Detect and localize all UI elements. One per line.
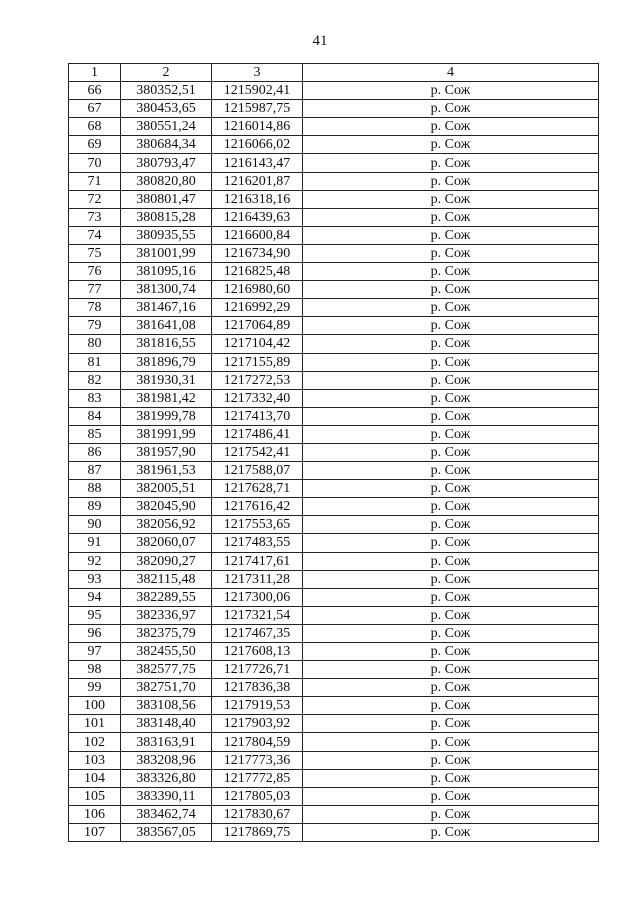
y-coordinate-cell: 1216980,60 bbox=[212, 281, 303, 299]
x-coordinate-cell: 382577,75 bbox=[121, 661, 212, 679]
point-number-cell: 107 bbox=[69, 823, 121, 841]
x-coordinate-cell: 381957,90 bbox=[121, 443, 212, 461]
point-number-cell: 67 bbox=[69, 100, 121, 118]
y-coordinate-cell: 1217805,03 bbox=[212, 787, 303, 805]
description-cell: р. Сож bbox=[303, 534, 599, 552]
y-coordinate-cell: 1217155,89 bbox=[212, 353, 303, 371]
point-number-cell: 70 bbox=[69, 154, 121, 172]
table-row bbox=[69, 624, 599, 642]
x-coordinate-cell: 382056,92 bbox=[121, 516, 212, 534]
description-cell: р. Сож bbox=[303, 172, 599, 190]
y-coordinate-cell: 1217417,61 bbox=[212, 552, 303, 570]
description-cell: р. Сож bbox=[303, 769, 599, 787]
x-coordinate-cell: 381467,16 bbox=[121, 299, 212, 317]
point-number-cell: 94 bbox=[69, 588, 121, 606]
x-coordinate-cell: 381961,53 bbox=[121, 462, 212, 480]
x-coordinate-cell: 380793,47 bbox=[121, 154, 212, 172]
table-row bbox=[69, 317, 599, 335]
description-cell: р. Сож bbox=[303, 136, 599, 154]
table-row bbox=[69, 552, 599, 570]
x-coordinate-cell: 383462,74 bbox=[121, 805, 212, 823]
y-coordinate-cell: 1217332,40 bbox=[212, 389, 303, 407]
point-number-cell: 102 bbox=[69, 733, 121, 751]
description-cell: р. Сож bbox=[303, 190, 599, 208]
y-coordinate-cell: 1217064,89 bbox=[212, 317, 303, 335]
point-number-cell: 77 bbox=[69, 281, 121, 299]
point-number-cell: 98 bbox=[69, 661, 121, 679]
table-row bbox=[69, 136, 599, 154]
y-coordinate-cell: 1215902,41 bbox=[212, 82, 303, 100]
x-coordinate-cell: 383567,05 bbox=[121, 823, 212, 841]
y-coordinate-cell: 1216143,47 bbox=[212, 154, 303, 172]
y-coordinate-cell: 1217483,55 bbox=[212, 534, 303, 552]
table-row bbox=[69, 263, 599, 281]
y-coordinate-cell: 1216992,29 bbox=[212, 299, 303, 317]
x-coordinate-cell: 382336,97 bbox=[121, 606, 212, 624]
point-number-cell: 66 bbox=[69, 82, 121, 100]
y-coordinate-cell: 1217804,59 bbox=[212, 733, 303, 751]
table-row bbox=[69, 172, 599, 190]
table-row bbox=[69, 425, 599, 443]
description-cell: р. Сож bbox=[303, 787, 599, 805]
description-cell: р. Сож bbox=[303, 154, 599, 172]
x-coordinate-cell: 380684,34 bbox=[121, 136, 212, 154]
y-coordinate-cell: 1217553,65 bbox=[212, 516, 303, 534]
point-number-cell: 105 bbox=[69, 787, 121, 805]
x-coordinate-cell: 381991,99 bbox=[121, 425, 212, 443]
description-cell: р. Сож bbox=[303, 353, 599, 371]
y-coordinate-cell: 1217836,38 bbox=[212, 679, 303, 697]
table-row bbox=[69, 118, 599, 136]
y-coordinate-cell: 1217311,28 bbox=[212, 570, 303, 588]
y-coordinate-cell: 1216318,16 bbox=[212, 190, 303, 208]
y-coordinate-cell: 1217628,71 bbox=[212, 480, 303, 498]
description-cell: р. Сож bbox=[303, 516, 599, 534]
x-coordinate-cell: 381999,78 bbox=[121, 407, 212, 425]
point-number-cell: 97 bbox=[69, 643, 121, 661]
y-coordinate-cell: 1216014,86 bbox=[212, 118, 303, 136]
table-row bbox=[69, 82, 599, 100]
description-cell: р. Сож bbox=[303, 407, 599, 425]
column-header-1: 1 bbox=[69, 64, 121, 82]
point-number-cell: 81 bbox=[69, 353, 121, 371]
description-cell: р. Сож bbox=[303, 697, 599, 715]
table-row bbox=[69, 154, 599, 172]
table-body bbox=[69, 82, 599, 842]
description-cell: р. Сож bbox=[303, 226, 599, 244]
description-cell: р. Сож bbox=[303, 624, 599, 642]
x-coordinate-cell: 381816,55 bbox=[121, 335, 212, 353]
page-number: 41 bbox=[312, 33, 328, 49]
table-row bbox=[69, 715, 599, 733]
description-cell: р. Сож bbox=[303, 661, 599, 679]
x-coordinate-cell: 382115,48 bbox=[121, 570, 212, 588]
description-cell: р. Сож bbox=[303, 443, 599, 461]
x-coordinate-cell: 381896,79 bbox=[121, 353, 212, 371]
table-row bbox=[69, 769, 599, 787]
point-number-cell: 95 bbox=[69, 606, 121, 624]
table-row bbox=[69, 516, 599, 534]
y-coordinate-cell: 1217104,42 bbox=[212, 335, 303, 353]
x-coordinate-cell: 381930,31 bbox=[121, 371, 212, 389]
table-row bbox=[69, 299, 599, 317]
point-number-cell: 96 bbox=[69, 624, 121, 642]
description-cell: р. Сож bbox=[303, 715, 599, 733]
description-cell: р. Сож bbox=[303, 82, 599, 100]
point-number-cell: 74 bbox=[69, 226, 121, 244]
table-row bbox=[69, 498, 599, 516]
y-coordinate-cell: 1217588,07 bbox=[212, 462, 303, 480]
table-row bbox=[69, 335, 599, 353]
x-coordinate-cell: 382455,50 bbox=[121, 643, 212, 661]
description-cell: р. Сож bbox=[303, 371, 599, 389]
y-coordinate-cell: 1217608,13 bbox=[212, 643, 303, 661]
x-coordinate-cell: 380801,47 bbox=[121, 190, 212, 208]
table-header-row bbox=[69, 64, 599, 82]
description-cell: р. Сож bbox=[303, 425, 599, 443]
y-coordinate-cell: 1216825,48 bbox=[212, 263, 303, 281]
x-coordinate-cell: 383390,11 bbox=[121, 787, 212, 805]
x-coordinate-cell: 383108,56 bbox=[121, 697, 212, 715]
column-header-4: 4 bbox=[303, 64, 599, 82]
point-number-cell: 99 bbox=[69, 679, 121, 697]
table-row bbox=[69, 588, 599, 606]
table-row bbox=[69, 823, 599, 841]
description-cell: р. Сож bbox=[303, 643, 599, 661]
description-cell: р. Сож bbox=[303, 281, 599, 299]
x-coordinate-cell: 383148,40 bbox=[121, 715, 212, 733]
y-coordinate-cell: 1217616,42 bbox=[212, 498, 303, 516]
description-cell: р. Сож bbox=[303, 606, 599, 624]
x-coordinate-cell: 383163,91 bbox=[121, 733, 212, 751]
description-cell: р. Сож bbox=[303, 118, 599, 136]
point-number-cell: 89 bbox=[69, 498, 121, 516]
point-number-cell: 72 bbox=[69, 190, 121, 208]
table-row bbox=[69, 389, 599, 407]
description-cell: р. Сож bbox=[303, 263, 599, 281]
x-coordinate-cell: 382289,55 bbox=[121, 588, 212, 606]
point-number-cell: 73 bbox=[69, 208, 121, 226]
column-header-2: 2 bbox=[121, 64, 212, 82]
table-row bbox=[69, 751, 599, 769]
point-number-cell: 101 bbox=[69, 715, 121, 733]
coordinates-table bbox=[68, 63, 599, 842]
x-coordinate-cell: 382751,70 bbox=[121, 679, 212, 697]
description-cell: р. Сож bbox=[303, 498, 599, 516]
point-number-cell: 78 bbox=[69, 299, 121, 317]
table-row bbox=[69, 534, 599, 552]
table-row bbox=[69, 805, 599, 823]
point-number-cell: 85 bbox=[69, 425, 121, 443]
point-number-cell: 86 bbox=[69, 443, 121, 461]
point-number-cell: 88 bbox=[69, 480, 121, 498]
table-row bbox=[69, 606, 599, 624]
table-row bbox=[69, 281, 599, 299]
x-coordinate-cell: 382090,27 bbox=[121, 552, 212, 570]
table-row bbox=[69, 443, 599, 461]
x-coordinate-cell: 382045,90 bbox=[121, 498, 212, 516]
point-number-cell: 82 bbox=[69, 371, 121, 389]
description-cell: р. Сож bbox=[303, 389, 599, 407]
description-cell: р. Сож bbox=[303, 751, 599, 769]
x-coordinate-cell: 380551,24 bbox=[121, 118, 212, 136]
y-coordinate-cell: 1216439,63 bbox=[212, 208, 303, 226]
description-cell: р. Сож bbox=[303, 208, 599, 226]
y-coordinate-cell: 1216600,84 bbox=[212, 226, 303, 244]
description-cell: р. Сож bbox=[303, 588, 599, 606]
description-cell: р. Сож bbox=[303, 552, 599, 570]
description-cell: р. Сож bbox=[303, 679, 599, 697]
y-coordinate-cell: 1217467,35 bbox=[212, 624, 303, 642]
table-row bbox=[69, 100, 599, 118]
table-row bbox=[69, 208, 599, 226]
x-coordinate-cell: 380352,51 bbox=[121, 82, 212, 100]
description-cell: р. Сож bbox=[303, 335, 599, 353]
y-coordinate-cell: 1217726,71 bbox=[212, 661, 303, 679]
y-coordinate-cell: 1217272,53 bbox=[212, 371, 303, 389]
table-row bbox=[69, 733, 599, 751]
description-cell: р. Сож bbox=[303, 299, 599, 317]
x-coordinate-cell: 380820,80 bbox=[121, 172, 212, 190]
point-number-cell: 68 bbox=[69, 118, 121, 136]
x-coordinate-cell: 382005,51 bbox=[121, 480, 212, 498]
table-row bbox=[69, 371, 599, 389]
table-row bbox=[69, 787, 599, 805]
y-coordinate-cell: 1217830,67 bbox=[212, 805, 303, 823]
description-cell: р. Сож bbox=[303, 317, 599, 335]
table-row bbox=[69, 697, 599, 715]
description-cell: р. Сож bbox=[303, 100, 599, 118]
point-number-cell: 79 bbox=[69, 317, 121, 335]
description-cell: р. Сож bbox=[303, 733, 599, 751]
y-coordinate-cell: 1216066,02 bbox=[212, 136, 303, 154]
x-coordinate-cell: 382060,07 bbox=[121, 534, 212, 552]
point-number-cell: 76 bbox=[69, 263, 121, 281]
y-coordinate-cell: 1217903,92 bbox=[212, 715, 303, 733]
y-coordinate-cell: 1217869,75 bbox=[212, 823, 303, 841]
table-row bbox=[69, 480, 599, 498]
table-row bbox=[69, 353, 599, 371]
point-number-cell: 90 bbox=[69, 516, 121, 534]
x-coordinate-cell: 382375,79 bbox=[121, 624, 212, 642]
x-coordinate-cell: 381981,42 bbox=[121, 389, 212, 407]
x-coordinate-cell: 381300,74 bbox=[121, 281, 212, 299]
y-coordinate-cell: 1217542,41 bbox=[212, 443, 303, 461]
y-coordinate-cell: 1217413,70 bbox=[212, 407, 303, 425]
x-coordinate-cell: 381001,99 bbox=[121, 244, 212, 262]
point-number-cell: 91 bbox=[69, 534, 121, 552]
point-number-cell: 71 bbox=[69, 172, 121, 190]
table-row bbox=[69, 462, 599, 480]
point-number-cell: 93 bbox=[69, 570, 121, 588]
table-row bbox=[69, 244, 599, 262]
y-coordinate-cell: 1217300,06 bbox=[212, 588, 303, 606]
point-number-cell: 80 bbox=[69, 335, 121, 353]
table-row bbox=[69, 643, 599, 661]
point-number-cell: 87 bbox=[69, 462, 121, 480]
table-row bbox=[69, 226, 599, 244]
point-number-cell: 92 bbox=[69, 552, 121, 570]
y-coordinate-cell: 1217321,54 bbox=[212, 606, 303, 624]
description-cell: р. Сож bbox=[303, 462, 599, 480]
x-coordinate-cell: 383326,80 bbox=[121, 769, 212, 787]
y-coordinate-cell: 1217773,36 bbox=[212, 751, 303, 769]
table-row bbox=[69, 190, 599, 208]
table-row bbox=[69, 407, 599, 425]
x-coordinate-cell: 381095,16 bbox=[121, 263, 212, 281]
y-coordinate-cell: 1215987,75 bbox=[212, 100, 303, 118]
description-cell: р. Сож bbox=[303, 244, 599, 262]
point-number-cell: 100 bbox=[69, 697, 121, 715]
table-row bbox=[69, 661, 599, 679]
y-coordinate-cell: 1217919,53 bbox=[212, 697, 303, 715]
point-number-cell: 104 bbox=[69, 769, 121, 787]
description-cell: р. Сож bbox=[303, 570, 599, 588]
y-coordinate-cell: 1216201,87 bbox=[212, 172, 303, 190]
x-coordinate-cell: 380453,65 bbox=[121, 100, 212, 118]
column-header-3: 3 bbox=[212, 64, 303, 82]
x-coordinate-cell: 381641,08 bbox=[121, 317, 212, 335]
table-row bbox=[69, 679, 599, 697]
y-coordinate-cell: 1216734,90 bbox=[212, 244, 303, 262]
point-number-cell: 103 bbox=[69, 751, 121, 769]
x-coordinate-cell: 383208,96 bbox=[121, 751, 212, 769]
y-coordinate-cell: 1217486,41 bbox=[212, 425, 303, 443]
point-number-cell: 69 bbox=[69, 136, 121, 154]
x-coordinate-cell: 380935,55 bbox=[121, 226, 212, 244]
point-number-cell: 83 bbox=[69, 389, 121, 407]
description-cell: р. Сож bbox=[303, 805, 599, 823]
point-number-cell: 106 bbox=[69, 805, 121, 823]
y-coordinate-cell: 1217772,85 bbox=[212, 769, 303, 787]
point-number-cell: 84 bbox=[69, 407, 121, 425]
point-number-cell: 75 bbox=[69, 244, 121, 262]
table-row bbox=[69, 570, 599, 588]
description-cell: р. Сож bbox=[303, 480, 599, 498]
x-coordinate-cell: 380815,28 bbox=[121, 208, 212, 226]
description-cell: р. Сож bbox=[303, 823, 599, 841]
